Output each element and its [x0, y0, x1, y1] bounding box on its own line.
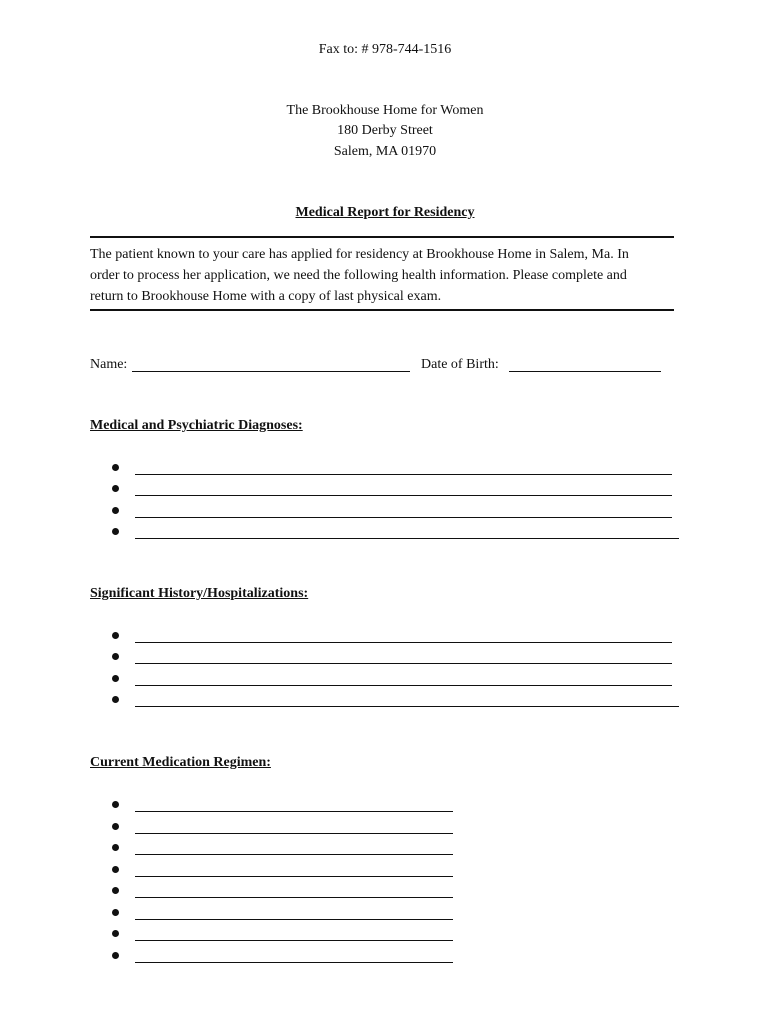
name-label: Name: — [90, 357, 128, 372]
city-state-zip: Salem, MA 01970 — [333, 144, 437, 159]
history-line[interactable] — [135, 685, 672, 686]
bullet-icon — [112, 909, 119, 916]
form-title: Medical Report for Residency — [295, 205, 475, 220]
dob-field[interactable] — [509, 371, 661, 372]
diagnoses-heading: Medical and Psychiatric Diagnoses: — [90, 418, 303, 433]
medication-line[interactable] — [135, 811, 453, 812]
history-line[interactable] — [135, 642, 672, 643]
bullet-icon — [112, 823, 119, 830]
bullet-icon — [112, 952, 119, 959]
diagnosis-line[interactable] — [135, 517, 672, 518]
bottom-divider — [90, 309, 674, 311]
medication-line[interactable] — [135, 854, 453, 855]
intro-line-2: order to process her application, we need the following health information. Please complete and — [90, 268, 627, 283]
bullet-icon — [112, 653, 119, 660]
diagnosis-line[interactable] — [135, 495, 672, 496]
intro-line-1: The patient known to your care has applied for residency at Brookhouse Home in Salem, Ma. In — [90, 247, 629, 262]
medication-line[interactable] — [135, 940, 453, 941]
bullet-icon — [112, 887, 119, 894]
dob-label: Date of Birth: — [421, 357, 499, 372]
intro-paragraph — [90, 244, 680, 307]
history-line[interactable] — [135, 706, 679, 707]
medication-line[interactable] — [135, 876, 453, 877]
bullet-icon — [112, 464, 119, 471]
bullet-icon — [112, 696, 119, 703]
medication-line[interactable] — [135, 962, 453, 963]
intro-line-3: return to Brookhouse Home with a copy of last physical exam. — [90, 289, 442, 304]
organization-name: The Brookhouse Home for Women — [286, 103, 484, 118]
diagnosis-line[interactable] — [135, 538, 679, 539]
bullet-icon — [112, 801, 119, 808]
bullet-icon — [112, 507, 119, 514]
name-field[interactable] — [132, 371, 410, 372]
history-heading: Significant History/Hospitalizations: — [90, 586, 309, 601]
fax-number: Fax to: # 978-744-1516 — [318, 42, 452, 57]
bullet-icon — [112, 675, 119, 682]
bullet-icon — [112, 844, 119, 851]
diagnosis-line[interactable] — [135, 474, 672, 475]
top-divider — [90, 236, 674, 238]
bullet-icon — [112, 485, 119, 492]
bullet-icon — [112, 632, 119, 639]
street-address: 180 Derby Street — [337, 123, 433, 138]
bullet-icon — [112, 930, 119, 937]
bullet-icon — [112, 866, 119, 873]
bullet-icon — [112, 528, 119, 535]
medication-line[interactable] — [135, 919, 453, 920]
medication-line[interactable] — [135, 897, 453, 898]
medication-line[interactable] — [135, 833, 453, 834]
medications-heading: Current Medication Regimen: — [90, 755, 271, 770]
history-line[interactable] — [135, 663, 672, 664]
